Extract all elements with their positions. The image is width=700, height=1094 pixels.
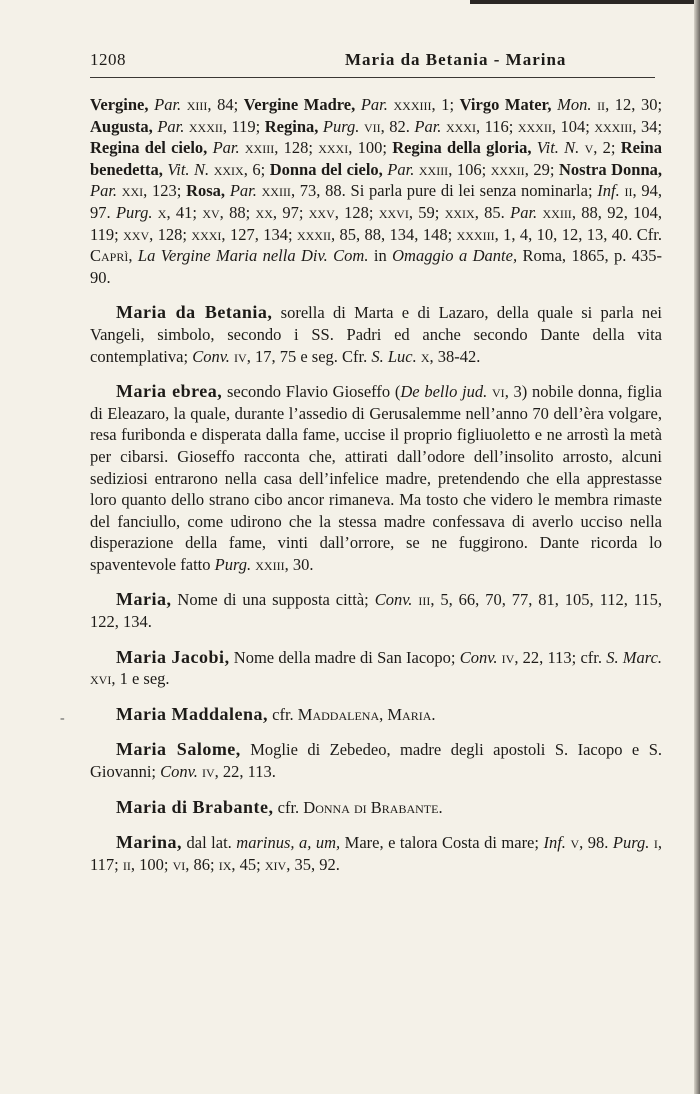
entry-maria-maddalena — [90, 704, 662, 726]
entry-text: dal lat. marinus, a, um, Mare, e talora Costa di mare; Inf. v, 98. Purg. i, 117; ii, 100; vi, 86; ix, 45; xiv, 35, 92. — [90, 833, 662, 874]
entry-headword: Maria Jacobi, — [116, 646, 230, 667]
page-number: 1208 — [90, 50, 126, 69]
entry-maria-jacobi — [90, 647, 662, 690]
entry-text: sorella di Marta e di Lazaro, della quale si parla nei Vangeli, simbolo, secondo i SS. Padri ed anche secondo Dante della vita contemplativa; Conv. iv, 17, 75 e seg. Cfr. S. Luc. x, 38-42. — [90, 303, 662, 366]
margin-dash: - — [60, 711, 65, 726]
entry-headword: Marina, — [116, 832, 182, 853]
entry-maria-citta — [90, 589, 662, 632]
entry-text: Nome della madre di San Iacopo; Conv. iv, 22, 113; cfr. S. Marc. xvi, 1 e seg. — [90, 647, 663, 689]
entry-headword: Maria, — [116, 589, 172, 610]
entry-text: Moglie di Zebedeo, madre degli apostoli S. Iacopo e S. Giovanni; Conv. iv, 22, 113. — [90, 740, 662, 782]
entry-headword: Maria Maddalena, — [116, 703, 268, 724]
entry-maria-da-betania — [90, 302, 662, 367]
entry-maria-di-brabante — [90, 797, 662, 819]
header-rule — [90, 77, 655, 78]
running-title: Maria da Betania - Marina — [345, 50, 567, 69]
entry-text: Vergine, Par. xiii, 84; Vergine Madre, Par. xxxiii, 1; Virgo Mater, Mon. ii, 12, 30; Augusta, Par. xxxii, 119; Regina, Purg. vii, 82. Par. xxxi, 116; xxxii, 104; xxxiii, 34; Regina del cielo, Par. xxiii, 128; xxxi, 100; Regina della gloria, Vit. N. v, 2; Reina benedetta, Vit. N. xxix, 6; Donna del cielo, Par. xxiii, 106; xxxii, 29; Nostra Donna, Par. xxi, 123; Rosa, Par. xxiii, 73, 88. Si parla pure di lei senza nominarla; Inf. ii, 94, 97. Purg. x, 41; xv, 88; xx, 97; xxv, 128; xxvi, 59; xxix, 85. Par. xxiii, 88, 92, 104, 119; xxv, 128; xxxi, 127, 134; xxxii, 85, 88, 134, 148; xxxiii, 1, 4, 10, 12, 13, 40. Cfr. Caprì, La Vergine Maria nella Div. Com. in Omaggio a Dante, Roma, 1865, p. 435-90. — [90, 95, 663, 287]
entry-headword: Maria ebrea, — [116, 381, 223, 402]
entry-text: cfr. Maddalena, Maria. — [272, 704, 436, 724]
entry-headword: Maria di Brabante, — [116, 796, 274, 817]
entry-headword: Maria da Betania, — [116, 302, 273, 323]
entry-vergine-continuation — [90, 94, 662, 288]
entry-marina — [90, 832, 662, 875]
entry-maria-ebrea — [90, 381, 662, 575]
page-header — [90, 50, 662, 78]
entry-text: secondo Flavio Gioseffo (De bello jud. vi, 3) nobile donna, figlia di Eleazaro, la quale, durante l’assedio di Gerusalemme nell’anno 70 dell’èra volgare, resa furibonda e disperata dalla fame, uccise il proprio figliuoletto e ne arrostì la metà per cibarsi. Gioseffo racconta che, attirati dall’odore dell’insolito arrosto, alcuni sediziosi entrarono nella casa dell’infelice madre, pretendendo che ella apprestasse loro quanto dello strano cibo ancor rimaneva. Ma tosto che videro le membra rimaste del fanciullo, come udirono che la stessa madre confessava di averlo ucciso nella disperazione della fame, vinti dall’orrore, se ne fuggirono. Dante ricorda lo spaventevole fatto Purg. xxiii, 30. — [90, 382, 663, 574]
entry-headword: Maria Salome, — [116, 739, 241, 760]
dictionary-body — [90, 94, 662, 875]
page-edge-shadow — [694, 0, 700, 1094]
entry-maria-salome — [90, 739, 662, 782]
entry-text: Nome di una supposta città; Conv. iii, 5, 66, 70, 77, 81, 105, 112, 115, 122, 134. — [90, 590, 663, 632]
entry-text: cfr. Donna di Brabante. — [277, 797, 443, 817]
top-edge-rule — [470, 0, 700, 4]
